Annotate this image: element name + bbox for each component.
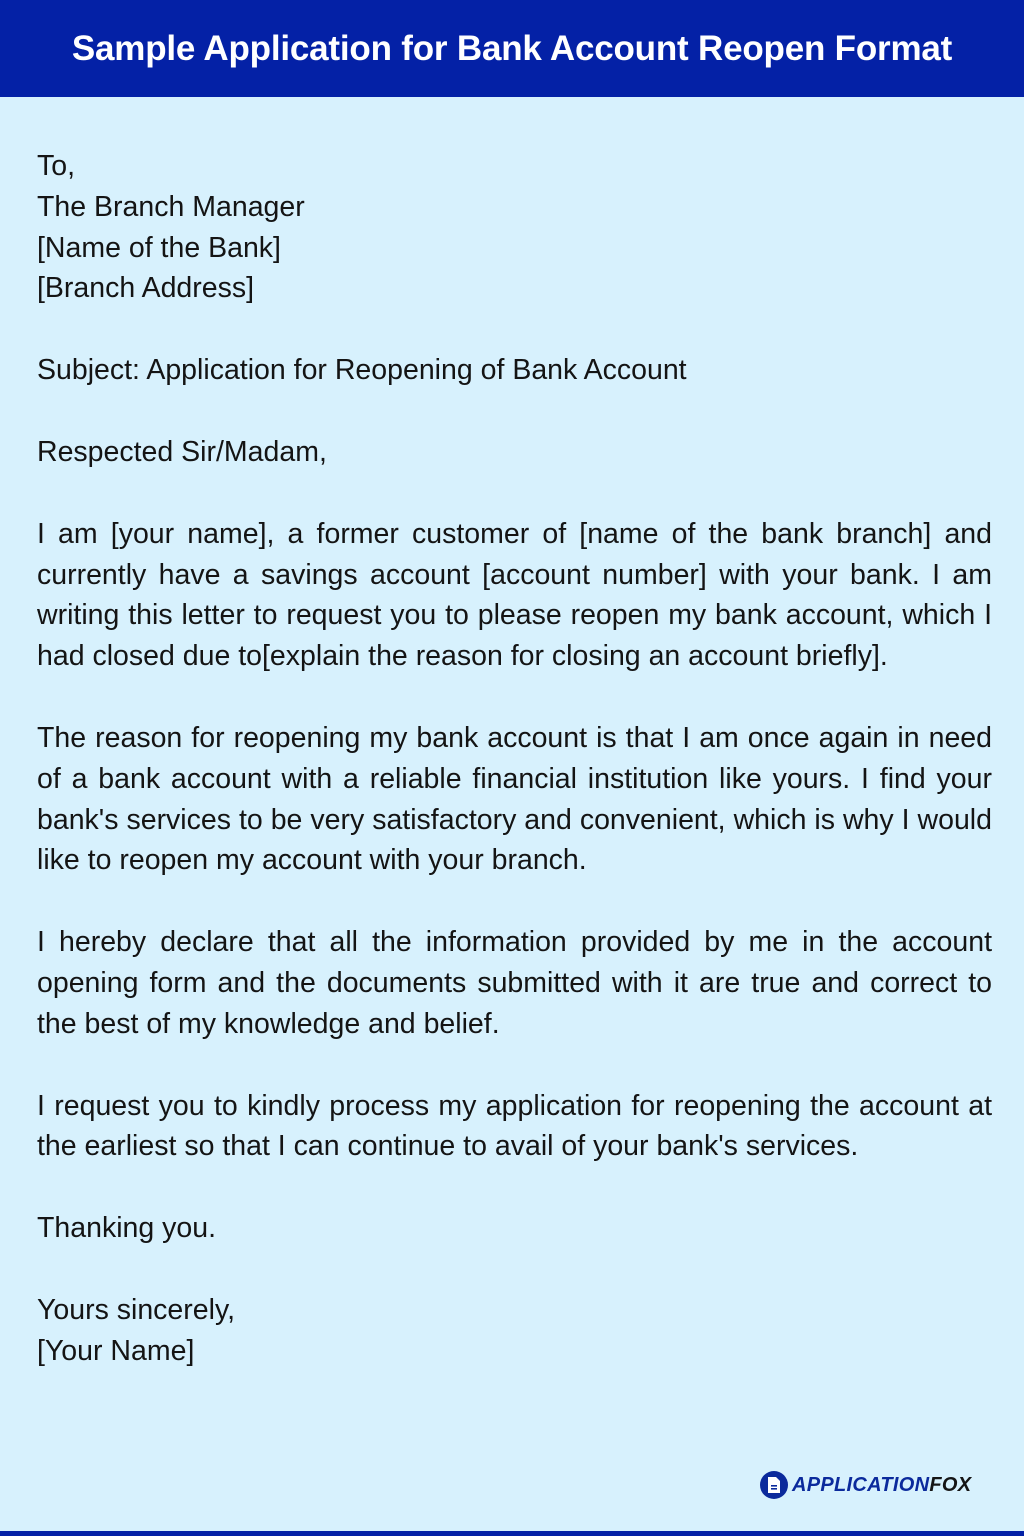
address-line: To, bbox=[37, 150, 76, 182]
recipient-address bbox=[37, 146, 992, 309]
subject-line: Subject: Application for Reopening of Bank Account bbox=[37, 354, 687, 387]
sign-off: Yours sincerely, bbox=[37, 1293, 236, 1326]
address-line: The Branch Manager bbox=[37, 190, 305, 223]
salutation: Respected Sir/Madam, bbox=[37, 435, 327, 468]
body-paragraph-4: I request you to kindly process my application for reopening the account at the earliest so that I can continue to avail of your bank's services. bbox=[37, 1089, 992, 1163]
address-line: [Branch Address] bbox=[37, 272, 255, 305]
closing-line: Thanking you. bbox=[37, 1212, 217, 1245]
body-paragraph-3: I hereby declare that all the information provided by me in the account opening form and the documents submitted with it are true and correct to the best of my knowledge and belief. bbox=[37, 926, 992, 1040]
bottom-border bbox=[0, 1531, 1024, 1536]
body-paragraph-2: The reason for reopening my bank account is that I am once again in need of a bank account with a reliable financial institution like yours. I find your bank's services to be very satisfactory and convenient, which is why I would like to reopen my account with your branch. bbox=[37, 721, 992, 877]
signature: [Your Name] bbox=[37, 1334, 195, 1367]
page-header bbox=[0, 0, 1024, 97]
applicationfox-logo bbox=[760, 1470, 971, 1500]
logo-wordmark: APPLICATIONFOX bbox=[792, 1473, 972, 1496]
document-icon bbox=[760, 1471, 788, 1499]
body-paragraph-1: I am [your name], a former customer of [name of the bank branch] and currently have a savings account [account number] with your bank. I am writing this letter to request you to please reopen my bank account, which I had closed due to[explain the reason for closing an account briefly]. bbox=[37, 517, 992, 673]
page-title: Sample Application for Bank Account Reopen Format bbox=[71, 28, 953, 68]
address-line: [Name of the Bank] bbox=[37, 231, 281, 264]
letter-body bbox=[37, 146, 992, 1372]
